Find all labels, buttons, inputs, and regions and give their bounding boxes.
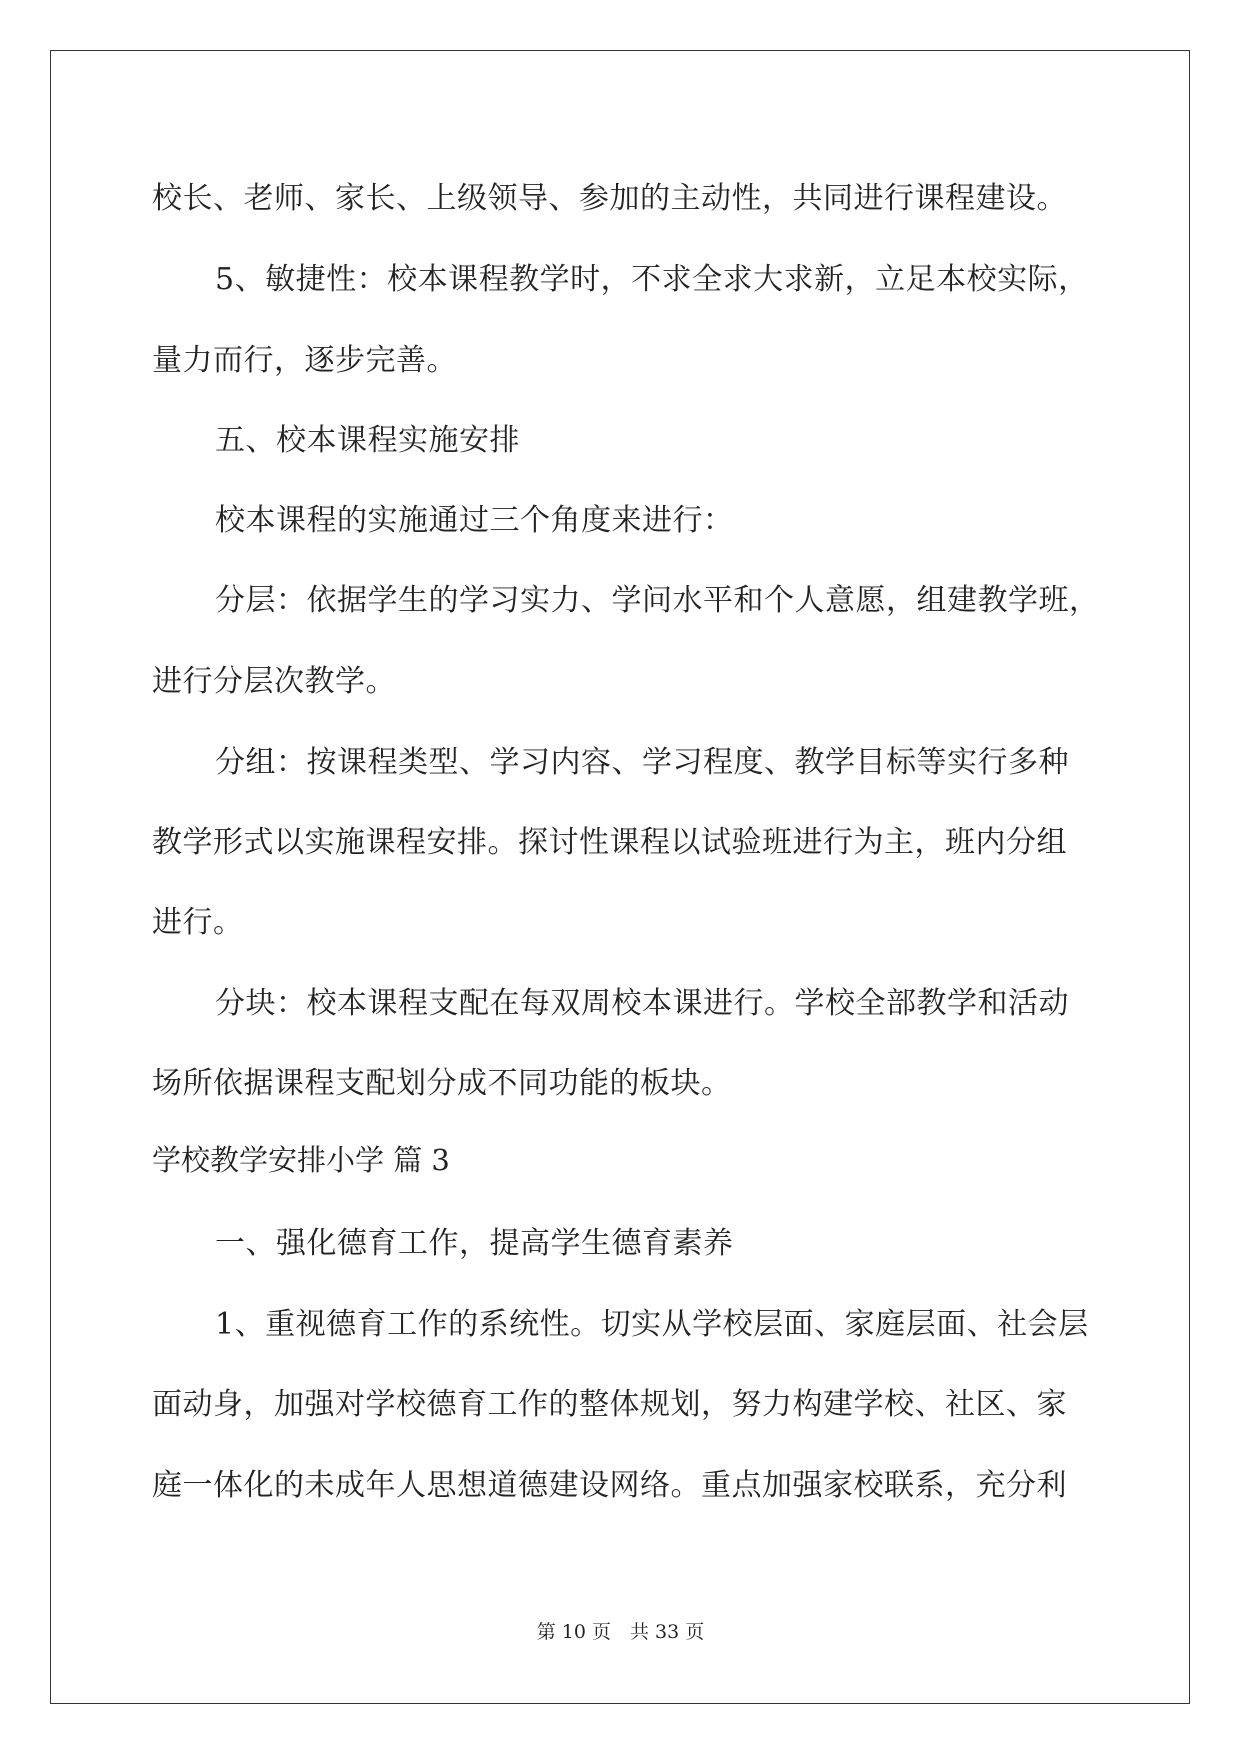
text-line: 进行分层次教学。 <box>152 664 396 699</box>
text-line: 校本课程的实施通过三个角度来进行： <box>215 503 734 538</box>
text-line: 分组：按课程类型、学习内容、学习程度、教学目标等实行多种 <box>215 745 1069 780</box>
text-line: 进行。 <box>152 905 244 940</box>
section-heading: 一、强化德育工作，提高学生德育素养 <box>215 1226 734 1261</box>
page-border <box>50 50 1190 1704</box>
section-heading: 五、校本课程实施安排 <box>215 423 520 458</box>
text-line: 面动身，加强对学校德育工作的整体规划，努力构建学校、社区、家 <box>152 1387 1067 1422</box>
text-line: 校长、老师、家长、上级领导、参加的主动性，共同进行课程建设。 <box>152 181 1067 216</box>
text-line: 分块：校本课程支配在每双周校本课进行。学校全部教学和活动 <box>215 986 1069 1021</box>
text-line: 分层：依据学生的学习实力、学问水平和个人意愿，组建教学班， <box>215 583 1100 618</box>
page-number-footer: 第 10 页 共 33 页 <box>536 1621 705 1643</box>
text-line: 量力而行，逐步完善。 <box>152 343 457 378</box>
text-line: 庭一体化的未成年人思想道德建设网络。重点加强家校联系，充分利 <box>152 1468 1067 1503</box>
article-heading: 学校教学安排小学 篇 3 <box>152 1143 450 1177</box>
text-line: 1、重视德育工作的系统性。切实从学校层面、家庭层面、社会层 <box>215 1307 1089 1342</box>
text-line: 教学形式以实施课程安排。探讨性课程以试验班进行为主，班内分组 <box>152 825 1067 860</box>
text-line: 场所依据课程支配划分成不同功能的板块。 <box>152 1066 732 1101</box>
text-line: 5、敏捷性：校本课程教学时，不求全求大求新，立足本校实际， <box>215 262 1089 297</box>
